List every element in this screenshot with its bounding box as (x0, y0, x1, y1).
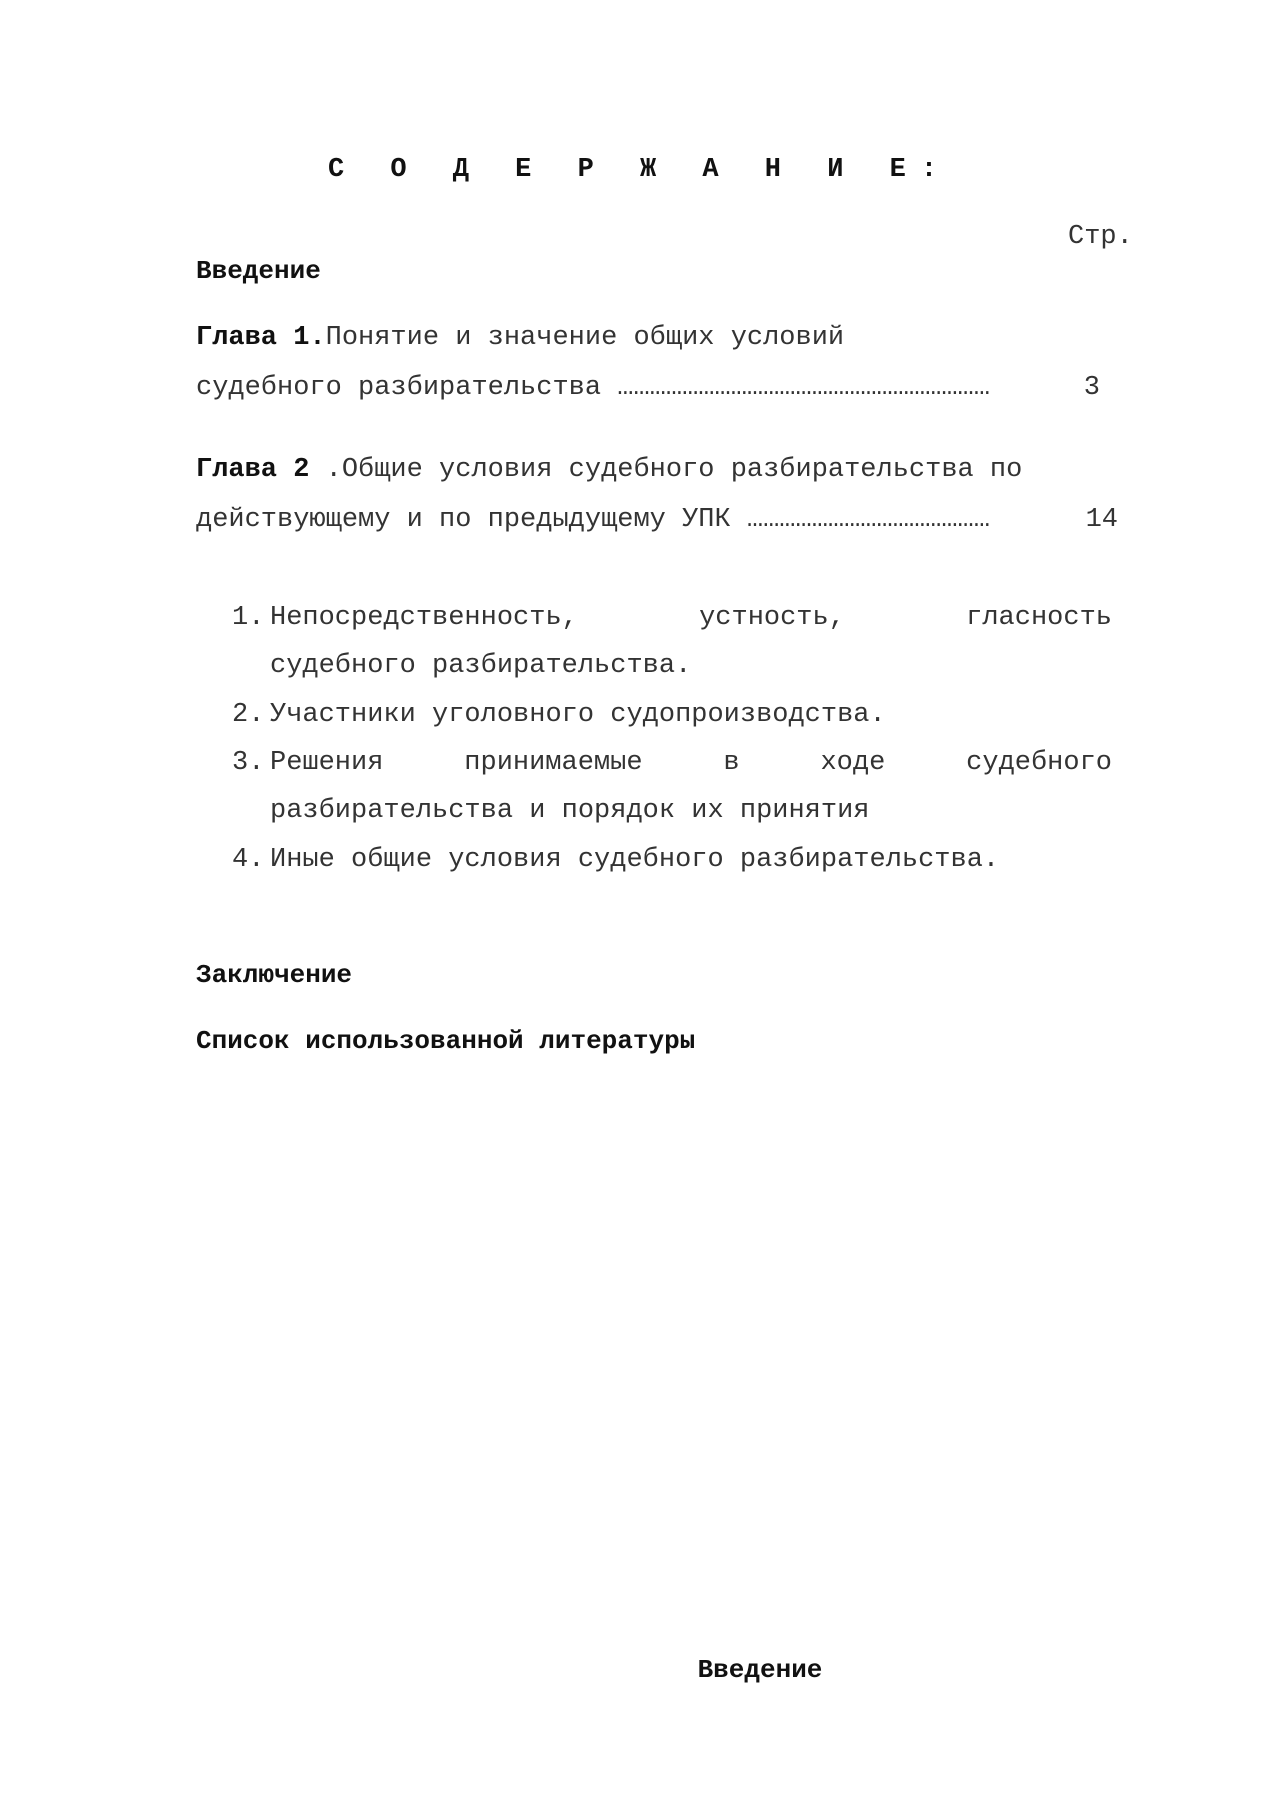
page-column-label: Стр. (1068, 222, 1133, 252)
list-item-3-line2: разбирательства и порядок их принятия (270, 796, 870, 826)
chapter1-page-number: 3 (1083, 373, 1100, 403)
list-item-1-line1 (270, 603, 1112, 633)
toc-title: С О Д Е Р Ж А Н И Е: (327, 155, 953, 185)
chapter2-title-line1: .Общие условия судебного разбирательства по (325, 455, 1023, 485)
toc-entry-conclusion: Заключение (196, 960, 353, 990)
toc-entry-bibliography: Список использованной литературы (196, 1026, 696, 1056)
list-item-1-word: гласность (966, 603, 1112, 633)
chapter1-label: Глава 1. (196, 323, 326, 353)
list-item-3-number: 3. (232, 748, 265, 778)
list-item-3-word: ходе (820, 748, 886, 778)
list-item-1-line2: судебного разбирательства. (270, 651, 692, 681)
toc-entry-chapter2-cont (196, 505, 990, 535)
list-item-3-word: Решения (270, 748, 384, 778)
toc-entry-chapter2 (196, 455, 1022, 485)
toc-entry-chapter1 (196, 323, 844, 353)
chapter1-title-line1: Понятие и значение общих условий (325, 323, 845, 353)
list-item-1-word: Непосредственность, (270, 603, 578, 633)
list-item-4-text: Иные общие условия судебного разбирательства. (270, 845, 1000, 875)
list-item-4-number: 4. (232, 845, 265, 875)
list-item-3-word: судебного (966, 748, 1112, 778)
chapter1-leader-dots: …………………………………………………………… (617, 373, 990, 403)
list-item-3-word: принимаемые (464, 748, 643, 778)
list-item-2-text: Участники уголовного судопроизводства. (270, 700, 886, 730)
list-item-2-number: 2. (232, 700, 265, 730)
section-heading-introduction: Введение (697, 1655, 823, 1685)
chapter2-leader-dots: ……………………………………… (746, 505, 990, 535)
list-item-3-line1 (270, 748, 1112, 778)
chapter2-label: Глава 2 (196, 455, 326, 485)
list-item-3-word: в (723, 748, 740, 778)
chapter1-title-line2: судебного разбирательства (196, 373, 602, 403)
list-item-1-word: устность, (699, 603, 845, 633)
toc-entry-chapter1-cont (196, 373, 990, 403)
toc-entry-introduction: Введение (196, 256, 321, 286)
chapter2-page-number: 14 (1085, 505, 1118, 535)
chapter2-title-line2: действующему и по предыдущему УПК (196, 505, 731, 535)
list-item-1-number: 1. (232, 603, 265, 633)
